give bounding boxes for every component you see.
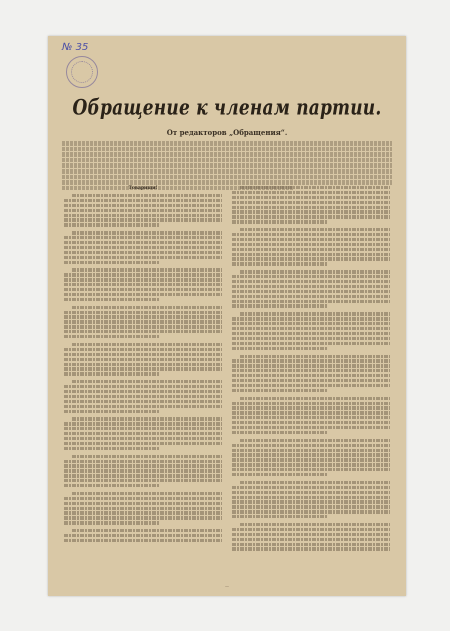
text-line <box>232 332 390 335</box>
text-line <box>232 304 327 307</box>
text-line <box>64 358 222 361</box>
text-line <box>64 335 159 338</box>
text-line <box>232 426 390 429</box>
text-line <box>64 534 222 537</box>
text-line <box>232 500 390 503</box>
text-line <box>232 337 390 340</box>
text-line <box>64 218 222 221</box>
handwritten-note: № 35 <box>62 42 89 53</box>
text-line <box>64 348 222 351</box>
text-line <box>232 402 390 405</box>
text-line <box>232 359 390 362</box>
text-line <box>232 431 327 434</box>
text-line <box>232 210 390 213</box>
text-line <box>64 484 159 487</box>
left-column-text <box>64 194 222 542</box>
text-line <box>232 347 327 350</box>
text-line <box>64 353 222 356</box>
text-line <box>64 539 222 542</box>
text-line <box>240 523 390 526</box>
text-line <box>232 543 390 546</box>
text-line <box>64 372 159 375</box>
text-line <box>232 196 390 199</box>
text-line <box>232 364 390 367</box>
text-line <box>232 538 390 541</box>
text-line <box>240 186 390 189</box>
text-line <box>64 410 159 413</box>
text-line <box>64 320 222 323</box>
text-line <box>64 325 222 328</box>
text-line <box>64 209 222 212</box>
text-line <box>232 449 390 452</box>
text-line <box>232 238 390 241</box>
text-line <box>64 511 222 514</box>
text-line <box>64 204 222 207</box>
text-line <box>232 510 390 513</box>
text-line <box>64 367 222 370</box>
text-line <box>232 379 390 382</box>
text-line <box>232 342 390 345</box>
text-line <box>232 295 390 298</box>
text-line <box>64 223 159 226</box>
text-line <box>240 355 390 358</box>
body-columns <box>64 186 390 566</box>
text-line <box>232 473 327 476</box>
text-line <box>232 515 327 518</box>
text-line <box>232 528 390 531</box>
text-line <box>232 384 390 387</box>
text-line <box>64 246 222 249</box>
text-line <box>64 432 222 435</box>
text-line <box>64 479 222 482</box>
page-title: Обращение к членам партии. <box>72 95 382 121</box>
text-line <box>232 317 390 320</box>
page-subtitle: От редакторов „Обращения“. <box>166 128 288 137</box>
text-line <box>232 444 390 447</box>
text-line <box>232 406 390 409</box>
text-line <box>232 411 390 414</box>
text-line <box>64 363 222 366</box>
text-line <box>64 311 222 314</box>
text-line <box>64 460 222 463</box>
text-line <box>232 416 390 419</box>
text-line <box>232 300 390 303</box>
text-line <box>72 492 222 495</box>
intro-paragraph <box>62 140 392 190</box>
text-line <box>64 298 159 301</box>
text-line <box>64 497 222 500</box>
text-line <box>72 455 222 458</box>
text-line <box>64 474 222 477</box>
text-line <box>64 241 222 244</box>
text-line <box>232 458 390 461</box>
text-line <box>232 505 390 508</box>
text-line <box>64 422 222 425</box>
text-line <box>232 220 327 223</box>
right-column-text <box>232 186 390 551</box>
text-line <box>64 256 222 259</box>
text-line <box>64 400 222 403</box>
text-line <box>64 521 159 524</box>
text-line <box>240 312 390 315</box>
left-column <box>64 186 222 566</box>
text-line <box>232 322 390 325</box>
text-line <box>232 453 390 456</box>
text-line <box>64 437 222 440</box>
document-page <box>48 36 406 596</box>
text-line <box>232 285 390 288</box>
text-line <box>240 439 390 442</box>
text-line <box>64 214 222 217</box>
text-line <box>232 496 390 499</box>
text-line <box>64 199 222 202</box>
text-line <box>232 533 390 536</box>
text-line <box>64 405 222 408</box>
text-line <box>232 547 390 550</box>
text-line <box>232 248 390 251</box>
text-line <box>232 486 390 489</box>
text-line <box>232 369 390 372</box>
text-line <box>64 330 222 333</box>
text-line <box>232 327 390 330</box>
text-line <box>64 469 222 472</box>
text-line <box>232 463 390 466</box>
text-line <box>232 374 390 377</box>
text-line <box>64 278 222 281</box>
text-line <box>72 417 222 420</box>
text-line <box>64 283 222 286</box>
text-line <box>232 201 390 204</box>
text-line <box>64 427 222 430</box>
text-line <box>72 529 222 532</box>
text-line <box>232 253 390 256</box>
text-line <box>232 290 390 293</box>
text-line <box>64 516 222 519</box>
text-line <box>232 280 390 283</box>
text-line <box>232 233 390 236</box>
text-line <box>64 315 222 318</box>
text-line <box>240 481 390 484</box>
text-line <box>240 397 390 400</box>
text-line <box>64 236 222 239</box>
text-line <box>240 228 390 231</box>
text-line <box>64 502 222 505</box>
text-line <box>72 231 222 234</box>
page-footer: — <box>225 583 229 588</box>
text-line <box>232 421 390 424</box>
text-line <box>64 385 222 388</box>
text-line <box>240 270 390 273</box>
text-line <box>72 268 222 271</box>
text-line <box>64 288 222 291</box>
text-line <box>72 343 222 346</box>
text-line <box>232 191 390 194</box>
text-line <box>232 389 327 392</box>
column-heading: Товарищи! <box>128 186 158 191</box>
text-line <box>72 306 222 309</box>
text-line <box>232 257 390 260</box>
text-line <box>64 390 222 393</box>
text-line <box>232 468 390 471</box>
text-line <box>232 206 390 209</box>
text-line <box>72 194 222 197</box>
text-line <box>64 395 222 398</box>
text-line <box>64 273 222 276</box>
text-line <box>232 275 390 278</box>
text-line <box>64 464 222 467</box>
text-line <box>232 243 390 246</box>
text-line <box>64 293 222 296</box>
right-column <box>232 186 390 566</box>
archive-stamp-icon <box>66 56 98 88</box>
text-line <box>64 507 222 510</box>
text-line <box>232 491 390 494</box>
text-line <box>64 442 222 445</box>
text-line <box>232 215 390 218</box>
text-line <box>64 447 159 450</box>
text-line <box>232 262 327 265</box>
text-line <box>64 251 222 254</box>
text-line <box>72 380 222 383</box>
text-line <box>64 261 159 264</box>
